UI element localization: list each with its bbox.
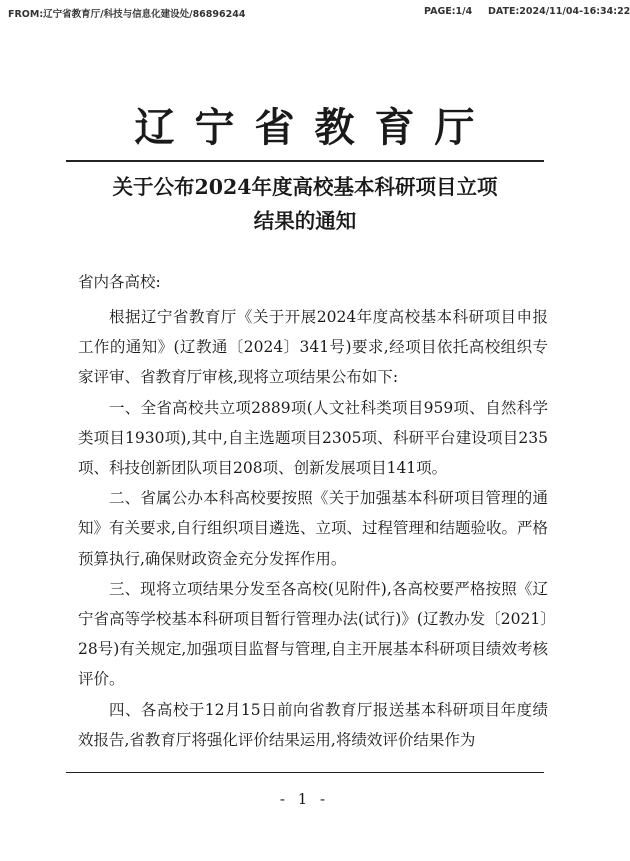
notice-title-line-1: 关于公布2024年度高校基本科研项目立项 (112, 175, 498, 199)
body-text (78, 302, 548, 755)
header-divider (66, 160, 544, 162)
page-number: - 1 - (279, 790, 330, 808)
paragraph-item-4: 四、各高校于12月15日前向省教育厅报送基本科研项目年度绩效报告,省教育厅将强化评价结果运用,将绩效评价结果作为 (78, 700, 548, 749)
salutation: 省内各高校: (78, 273, 161, 291)
fax-date: DATE:2024/11/04-16:34:22 (488, 6, 630, 17)
issuer-title: 辽宁省教育厅 (134, 104, 495, 151)
notice-title (60, 170, 550, 238)
fax-page-count: PAGE:1/4 (424, 6, 473, 17)
paragraph-item-1: 一、全省高校共立项2889项(人文社科类项目959项、自然科学类项目1930项),其中,自主选题项目2305项、科研平台建设项目235项、科技创新团队项目208项、创新发展项目141项。 (78, 398, 548, 478)
paragraph-intro: 根据辽宁省教育厅《关于开展2024年度高校基本科研项目申报工作的通知》(辽教通〔2024〕341号)要求,经项目依托高校组织专家评审、省教育厅审核,现将立项结果公布如下: (78, 308, 548, 387)
paragraph-item-3: 三、现将立项结果分发至各高校(见附件),各高校要严格按照《辽宁省高等学校基本科研项目暂行管理办法(试行)》(辽教办发〔2021〕28号)有关规定,加强项目监督与管理,自主开展基本科研项目绩效考核评价。 (78, 579, 548, 689)
fax-header (8, 6, 630, 22)
fax-sender: FROM:辽宁省教育厅/科技与信息化建设处/86896244 (8, 9, 246, 20)
footer-divider (66, 772, 544, 773)
paragraph-item-2: 二、省属公办本科高校要按照《关于加强基本科研项目管理的通知》有关要求,自行组织项目遴选、立项、过程管理和结题验收。严格预算执行,确保财政资金充分发挥作用。 (78, 489, 548, 568)
notice-title-line-2: 结果的通知 (253, 209, 357, 233)
